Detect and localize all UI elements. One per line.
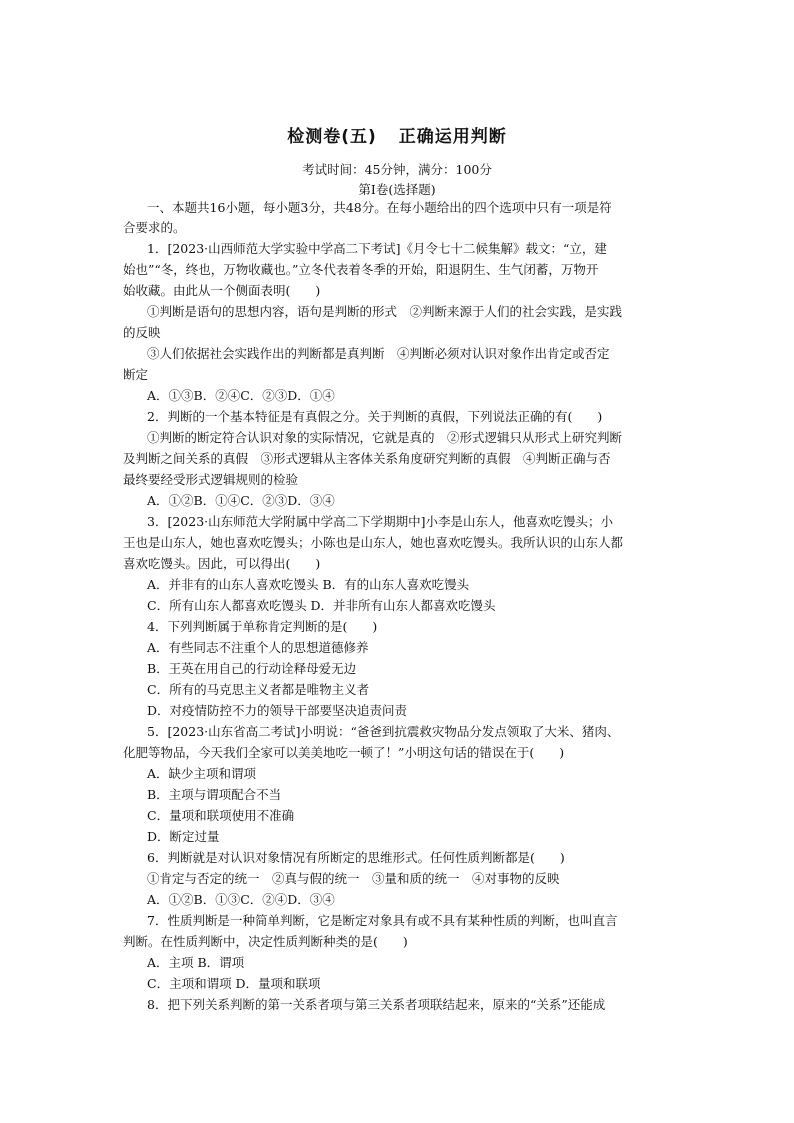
text-line: 始也”“冬，终也，万物收藏也。”立冬代表着冬季的开始，阳退阴生、生气闭蓄，万物开	[123, 262, 599, 277]
text-line: 王也是山东人，她也喜欢吃馒头；小陈也是山东人，她也喜欢吃馒头。我所认识的山东人都	[123, 535, 624, 550]
text-line: 3．[2023·山东师范大学附属中学高二下学期期中]小李是山东人，他喜欢吃馒头；小	[147, 514, 613, 529]
text-line: A．有些同志不注重个人的思想道德修养	[147, 640, 369, 655]
text-line: A．①③B．②④C．②③D．①④	[147, 388, 335, 403]
text-line: D．对疫情防控不力的领导干部要坚决追责问责	[147, 703, 408, 718]
text-line: C．主项和谓项 D．量项和联项	[147, 976, 321, 991]
text-line: 合要求的。	[123, 220, 186, 235]
text-line: 8．把下列关系判断的第一关系者项与第三关系者项联结起来，原来的“关系”还能成	[147, 997, 606, 1012]
text-line: 7．性质判断是一种简单判断，它是断定对象具有或不具有某种性质的判断，也叫直言	[147, 913, 618, 928]
text-line: A．缺少主项和谓项	[147, 766, 257, 781]
text-line: A．并非有的山东人喜欢吃馒头 B．有的山东人喜欢吃馒头	[147, 577, 470, 592]
text-line: ③人们依据社会实践作出的判断都是真判断 ④判断必须对认识对象作出肯定或否定	[147, 346, 610, 361]
text-line: D．断定过量	[147, 829, 220, 844]
text-line: 化肥等物品，今天我们全家可以美美地吃一顿了！”小明这句话的错误在于( )	[123, 745, 565, 760]
text-line: 断定	[123, 367, 149, 382]
text-line: 2．判断的一个基本特征是有真假之分。关于判断的真假，下列说法正确的有( )	[147, 409, 603, 424]
exam-info: 考试时间：45分钟，满分：100分	[302, 162, 492, 177]
text-line: 5．[2023·山东省高二考试]小明说：“爸爸到抗震救灾物品分发点领取了大米、猪肉、	[147, 724, 620, 739]
text-line: C．所有山东人都喜欢吃馒头 D．并非所有山东人都喜欢吃馒头	[147, 598, 496, 613]
page-title	[0, 122, 794, 147]
text-line: 1．[2023·山西师范大学实验中学高二下考试]《月令七十二候集解》载文：“立，建	[147, 241, 607, 256]
text-line: 喜欢吃馒头。因此，可以得出( )	[123, 556, 321, 571]
section-title: 第Ⅰ卷(选择题)	[358, 182, 436, 197]
text-line: 判断。在性质判断中，决定性质判断种类的是( )	[123, 934, 408, 949]
text-line: A．①②B．①④C．②③D．③④	[147, 493, 335, 508]
text-line: B．王英在用自己的行动诠释母爱无边	[147, 661, 357, 676]
text-line: C．所有的马克思主义者都是唯物主义者	[147, 682, 370, 697]
text-line: 4．下列判断属于单称肯定判断的是( )	[147, 619, 378, 634]
text-line: 的反映	[123, 325, 161, 340]
text-line: A．①②B．①③C．②④D．③④	[147, 892, 335, 907]
text-line: ①判断的断定符合认识对象的实际情况，它就是真的 ②形式逻辑只从形式上研究判断	[147, 430, 623, 445]
title-sub: 正确运用判断	[398, 127, 507, 147]
text-line: ①判断是语句的思想内容，语句是判断的形式 ②判断来源于人们的社会实践，是实践	[147, 304, 623, 319]
text-line: A．主项 B．谓项	[147, 955, 245, 970]
text-line: 一、本题共16小题，每小题3分，共48分。在每小题给出的四个选项中只有一项是符	[147, 200, 612, 215]
text-line: 6．判断就是对认识对象情况有所断定的思维形式。任何性质判断都是( )	[147, 850, 565, 865]
text-line: C．量项和联项使用不准确	[147, 808, 295, 823]
title-main: 检测卷(五)	[287, 127, 377, 147]
text-line: 及判断之间关系的真假 ③形式逻辑从主客体关系角度研究判断的真假 ④判断正确与否	[123, 451, 611, 466]
text-line: ①肯定与否定的统一 ②真与假的统一 ③量和质的统一 ④对事物的反映	[147, 871, 560, 886]
text-line: 最终要经受形式逻辑规则的检验	[123, 472, 299, 487]
text-line: B．主项与谓项配合不当	[147, 787, 282, 802]
text-line: 始收藏。由此从一个侧面表明( )	[123, 283, 321, 298]
